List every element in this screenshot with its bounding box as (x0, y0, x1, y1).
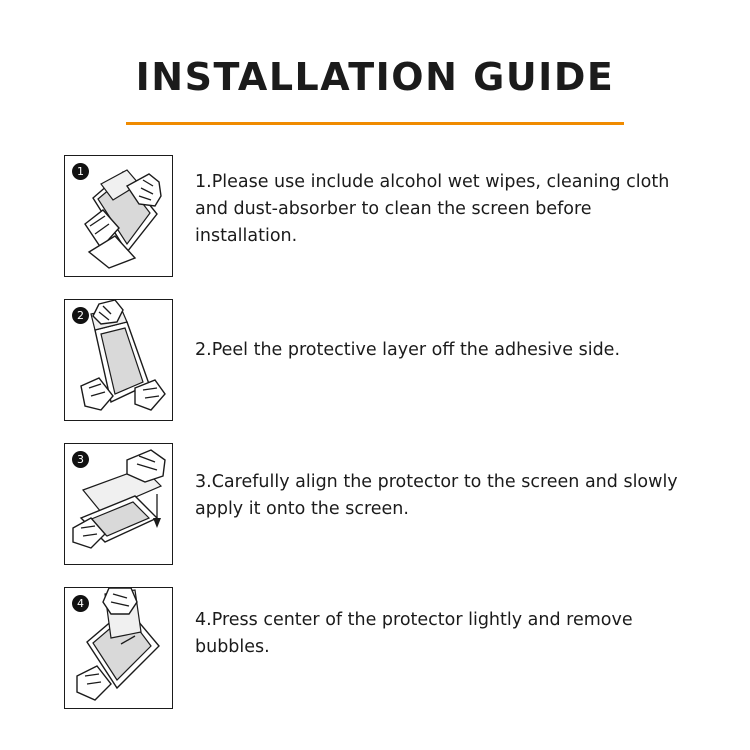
step-body: Peel the protective layer off the adhesive side. (211, 340, 621, 360)
step-body: Press center of the protector lightly and remove bubbles. (195, 610, 633, 657)
page-title: INSTALLATION GUIDE (135, 55, 615, 99)
step-text (173, 587, 688, 661)
step-number: 3. (195, 472, 212, 492)
step-number: 2. (195, 340, 212, 360)
step-badge: 2 (72, 307, 89, 324)
step-illustration-4 (64, 587, 173, 709)
list-item (64, 299, 688, 421)
step-illustration-3 (64, 443, 173, 565)
step-text (173, 299, 688, 364)
step-badge: 3 (72, 451, 89, 468)
step-badge: 1 (72, 163, 89, 180)
step-illustration-2 (64, 299, 173, 421)
step-text (173, 443, 688, 523)
list-item (64, 155, 688, 277)
steps-list (64, 155, 688, 731)
step-body: Carefully align the protector to the screen and slowly apply it onto the screen. (195, 472, 678, 519)
step-text (173, 155, 688, 250)
step-badge: 4 (72, 595, 89, 612)
title-divider (126, 122, 624, 125)
list-item (64, 587, 688, 709)
step-number: 1. (195, 172, 212, 192)
list-item (64, 443, 688, 565)
step-illustration-1 (64, 155, 173, 277)
step-number: 4. (195, 610, 212, 630)
step-body: Please use include alcohol wet wipes, cleaning cloth and dust-absorber to clean the screen before installation. (195, 172, 670, 246)
